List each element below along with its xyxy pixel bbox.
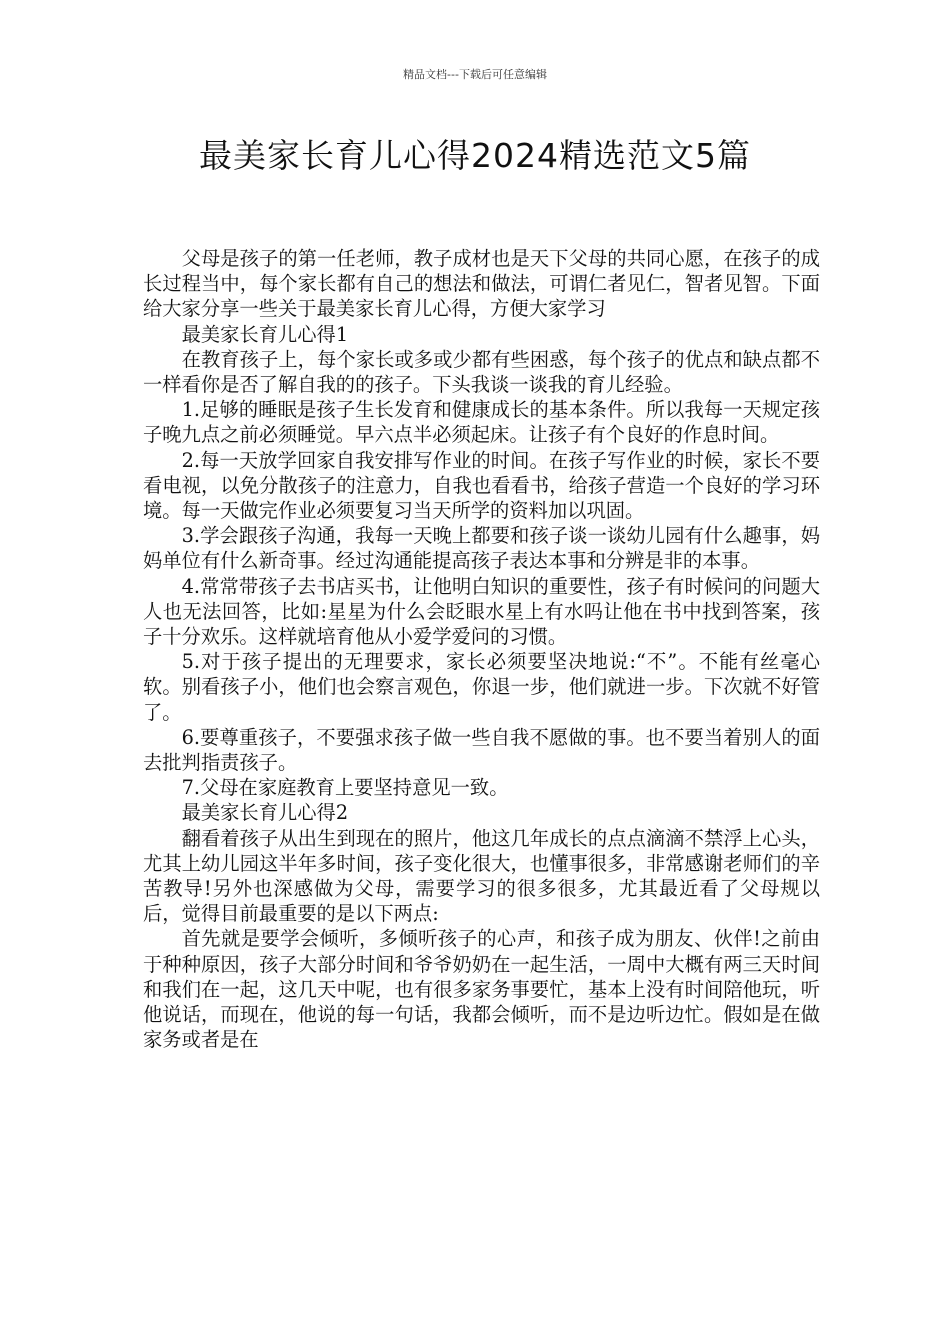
list-item: 4.常常带孩子去书店买书，让他明白知识的重要性，孩子有时候问的问题大人也无法回答，比如:星星为什么会眨眼水星上有水吗让他在书中找到答案，孩子十分欢乐。这样就培育他从小爱学爱问的习惯。 — [143, 574, 820, 649]
list-item: 1.足够的睡眠是孩子生长发育和健康成长的基本条件。所以我每一天规定孩子晚九点之前必须睡觉。早六点半必须起床。让孩子有个良好的作息时间。 — [143, 398, 820, 447]
header-note: 精品文档---下载后可任意编辑 — [403, 68, 547, 81]
document-title: 最美家长育儿心得2024精选范文5篇 — [199, 136, 751, 175]
paragraph: 翻看着孩子从出生到现在的照片，他这几年成长的点点滴滴不禁浮上心头，尤其上幼儿园这半年多时间，孩子变化很大，也懂事很多，非常感谢老师们的辛苦教导!另外也深感做为父母，需要学习的很多很多，尤其最近看了父母规以后，觉得目前最重要的是以下两点: — [143, 826, 820, 926]
list-item: 2.每一天放学回家自我安排写作业的时间。在孩子写作业的时候，家长不要看电视，以免分散孩子的注意力，自我也看看书，给孩子营造一个良好的学习环境。每一天做完作业必须要复习当天所学的资料加以巩固。 — [143, 448, 820, 523]
paragraph: 在教育孩子上，每个家长或多或少都有些困惑，每个孩子的优点和缺点都不一样看你是否了解自我的的孩子。下头我谈一谈我的育儿经验。 — [143, 347, 820, 397]
document-body — [143, 246, 820, 1053]
list-item: 7.父母在家庭教育上要坚持意见一致。 — [181, 776, 509, 800]
section-heading-1: 最美家长育儿心得1 — [181, 322, 349, 346]
list-item: 3.学会跟孩子沟通，我每一天晚上都要和孩子谈一谈幼儿园有什么趣事，妈妈单位有什么新奇事。经过沟通能提高孩子表达本事和分辨是非的本事。 — [143, 524, 820, 573]
paragraph: 首先就是要学会倾听，多倾听孩子的心声，和孩子成为朋友、伙伴!之前由于种种原因，孩子大部分时间和爷爷奶奶在一起生活，一周中大概有两三天时间和我们在一起，这几天中呢，也有很多家务事要忙，基本上没有时间陪他玩，听他说话，而现在，他说的每一句话，我都会倾听，而不是边听边忙。假如是在做家务或者是在 — [143, 927, 820, 1052]
paragraph-intro: 父母是孩子的第一任老师，教子成材也是天下父母的共同心愿，在孩子的成长过程当中，每个家长都有自己的想法和做法，可谓仁者见仁，智者见智。下面给大家分享一些关于最美家长育儿心得，方便大家学习 — [143, 247, 820, 321]
section-heading-2: 最美家长育儿心得2 — [181, 801, 349, 825]
list-item: 6.要尊重孩子，不要强求孩子做一些自我不愿做的事。也不要当着别人的面去批判指责孩子。 — [143, 725, 820, 775]
list-item: 5.对于孩子提出的无理要求，家长必须要坚决地说:“不”。不能有丝毫心软。别看孩子小，他们也会察言观色，你退一步，他们就进一步。下次就不好管了。 — [143, 650, 820, 724]
